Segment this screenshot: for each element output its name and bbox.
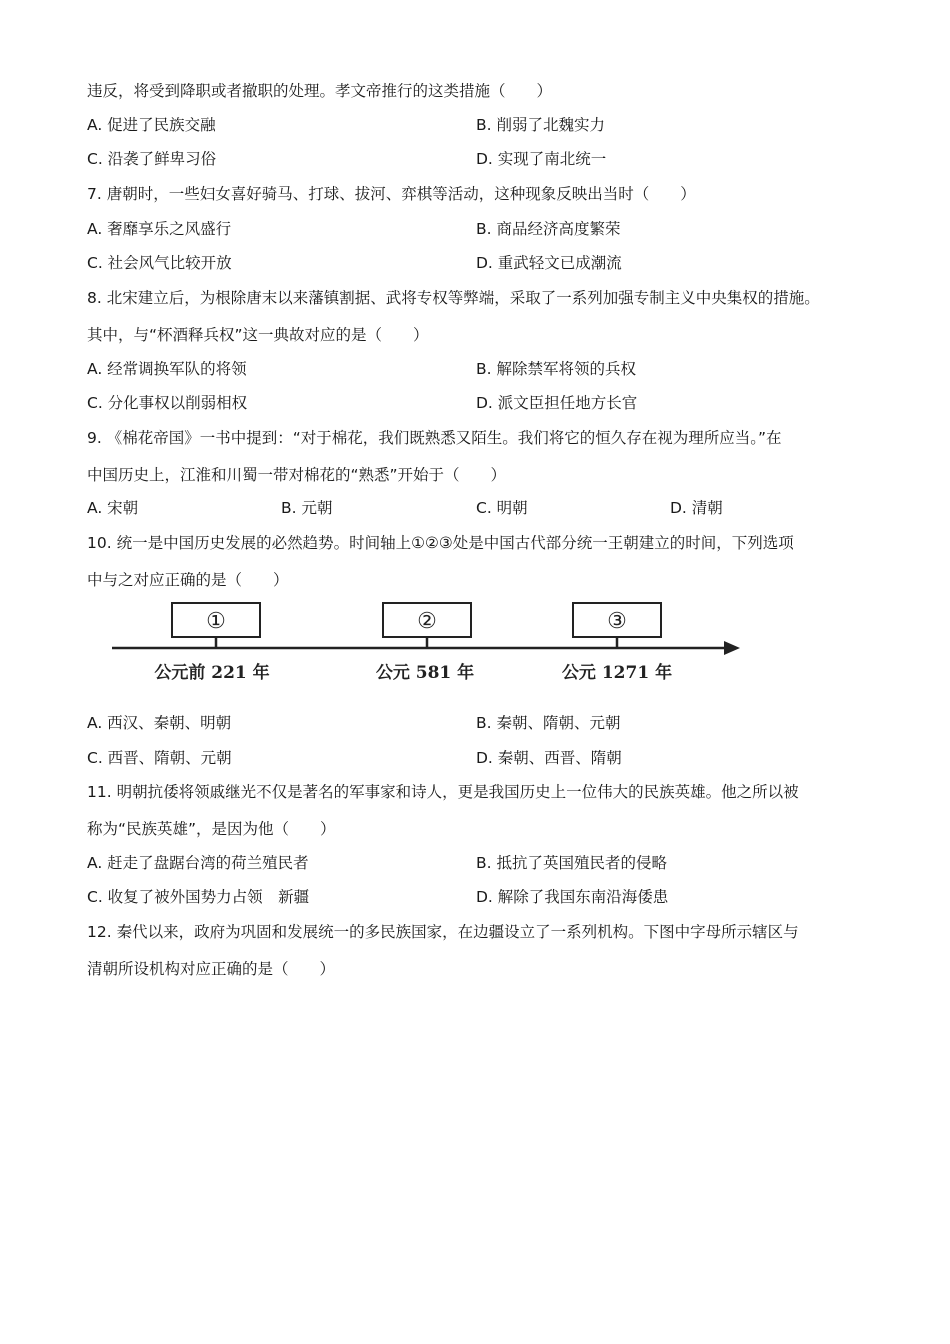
q11-option-c: C. 收复了被外国势力占领 新疆	[87, 888, 310, 906]
timeline-figure	[100, 595, 750, 695]
q10-option-c: C. 西晋、隋朝、元朝	[87, 749, 232, 767]
timeline-label-2: 公元 581 年	[375, 663, 475, 683]
q8-option-a: A. 经常调换军队的将领	[87, 360, 247, 378]
q10-option-a: A. 西汉、秦朝、明朝	[87, 714, 232, 732]
q9-option-c: C. 明朝	[476, 499, 528, 517]
q8-option-c: C. 分化事权以削弱相权	[87, 394, 248, 412]
q12-stem-line2: 清朝所设机构对应正确的是（ ）	[87, 960, 336, 978]
q9-option-d: D. 清朝	[670, 499, 723, 517]
timeline-marker-2: ②	[417, 609, 437, 634]
q9-option-a: A. 宋朝	[87, 499, 139, 517]
q10-stem-line2: 中与之对应正确的是（ ）	[87, 571, 289, 589]
timeline-marker-3: ③	[607, 609, 627, 634]
q7-stem: 7. 唐朝时，一些妇女喜好骑马、打球、拔河、弈棋等活动，这种现象反映出当时（ ）	[87, 185, 696, 203]
q11-option-d: D. 解除了我国东南沿海倭患	[476, 888, 669, 906]
q7-option-a: A. 奢靡享乐之风盛行	[87, 220, 232, 238]
q6-stem-tail: 违反，将受到降职或者撤职的处理。孝文帝推行的这类措施（ ）	[87, 82, 553, 100]
q8-stem-line2: 其中，与“杯酒释兵权”这一典故对应的是（ ）	[87, 326, 429, 344]
q9-option-b: B. 元朝	[281, 499, 333, 517]
q9-stem-line1: 9. 《棉花帝国》一书中提到：“对于棉花，我们既熟悉又陌生。我们将它的恒久存在视为理所应当。”在	[87, 429, 782, 447]
q8-option-b: B. 解除禁军将领的兵权	[476, 360, 636, 378]
q12-stem-line1: 12. 秦代以来，政府为巩固和发展统一的多民族国家，在边疆设立了一系列机构。下图中字母所示辖区与	[87, 923, 799, 941]
q11-option-b: B. 抵抗了英国殖民者的侵略	[476, 854, 667, 872]
timeline-arrowhead	[724, 641, 740, 655]
q7-option-c: C. 社会风气比较开放	[87, 254, 232, 272]
q10-option-b: B. 秦朝、隋朝、元朝	[476, 714, 621, 732]
q11-option-a: A. 赶走了盘踞台湾的荷兰殖民者	[87, 854, 309, 872]
timeline-marker-1: ①	[206, 609, 226, 634]
timeline-label-1: 公元前 221 年	[154, 663, 270, 683]
q7-option-b: B. 商品经济高度繁荣	[476, 220, 621, 238]
q6-option-a: A. 促进了民族交融	[87, 116, 216, 134]
q6-option-d: D. 实现了南北统一	[476, 150, 607, 168]
q7-option-d: D. 重武轻文已成潮流	[476, 254, 622, 272]
q8-option-d: D. 派文臣担任地方长官	[476, 394, 638, 412]
q9-stem-line2: 中国历史上，江淮和川蜀一带对棉花的“熟悉”开始于（ ）	[87, 466, 507, 484]
q11-stem-line1: 11. 明朝抗倭将领戚继光不仅是著名的军事家和诗人，更是我国历史上一位伟大的民族英雄。他之所以被	[87, 783, 799, 801]
timeline-label-3: 公元 1271 年	[561, 663, 673, 683]
q6-option-b: B. 削弱了北魏实力	[476, 116, 605, 134]
q11-stem-line2: 称为“民族英雄”，是因为他（ ）	[87, 820, 336, 838]
q10-option-d: D. 秦朝、西晋、隋朝	[476, 749, 622, 767]
q10-stem-line1: 10. 统一是中国历史发展的必然趋势。时间轴上①②③处是中国古代部分统一王朝建立的时间，下列选项	[87, 534, 794, 552]
q6-option-c: C. 沿袭了鲜卑习俗	[87, 150, 217, 168]
q8-stem-line1: 8. 北宋建立后，为根除唐末以来藩镇割据、武将专权等弊端，采取了一系列加强专制主义中央集权的措施。	[87, 289, 820, 307]
